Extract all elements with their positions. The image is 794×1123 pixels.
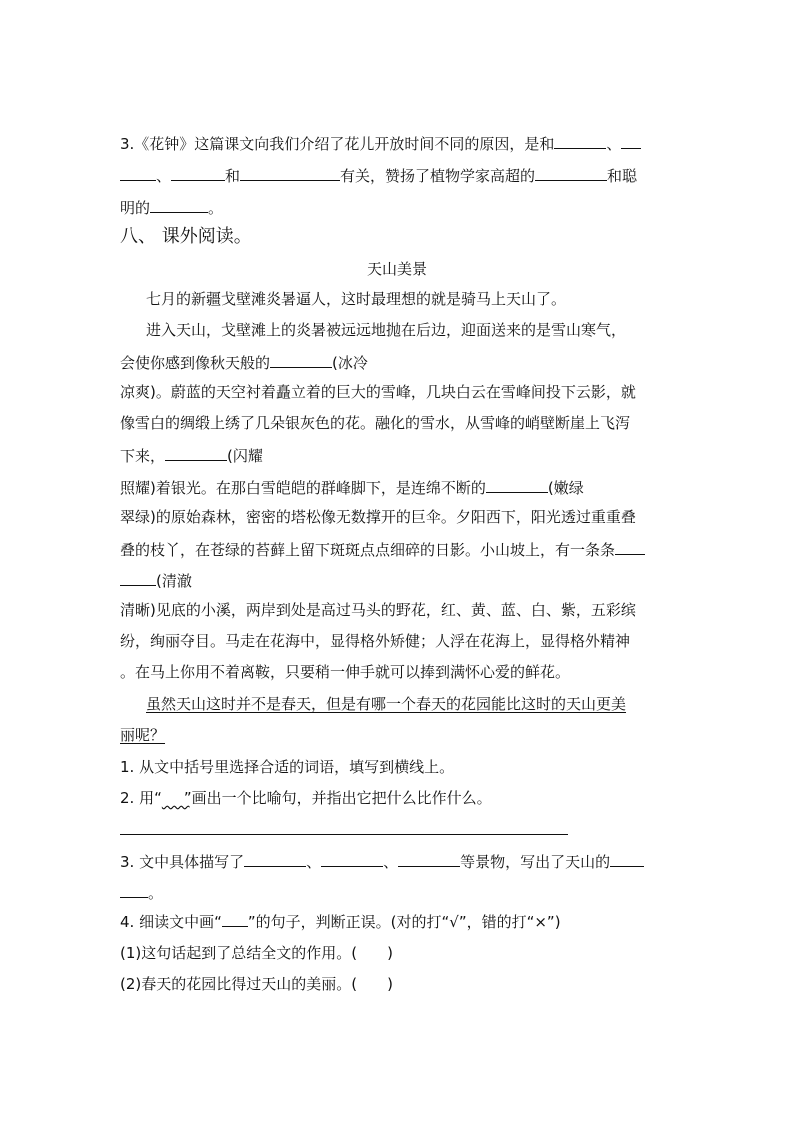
passage-p2-line5 <box>120 444 263 466</box>
answer-blank[interactable] <box>621 132 641 149</box>
question-2 <box>120 788 492 810</box>
q3-huazhong-line3 <box>120 196 223 218</box>
q4-prefix: 4. 细读文中画“ <box>120 913 222 931</box>
line-text: 照耀)着银光。在那白雪皑皑的群峰脚下，是连绵不断的 <box>120 479 486 497</box>
q4-suffix: ”的句子，判断正误。(对的打“√”，错的打“×”) <box>247 913 561 931</box>
underlined-sentence-line1: 虽然天山这时并不是春天，但是有哪一个春天的花园能比这时的天山更美 <box>146 695 627 713</box>
q2-prefix: 2. 用“ <box>120 789 162 807</box>
answer-line-q2[interactable] <box>120 834 568 835</box>
line-text: 下来， <box>120 447 166 465</box>
answer-blank[interactable] <box>398 850 460 867</box>
answer-blank[interactable] <box>615 538 645 555</box>
question-4 <box>120 912 561 932</box>
passage-p2-line3: 凉爽)。蔚蓝的天空衬着矗立着的巨大的雪峰，几块白云在雪峰间投下云影，就 <box>120 383 636 401</box>
wavy-line-mark <box>162 790 184 810</box>
q3-huazhong-line1 <box>120 132 641 154</box>
q3-end: 。 <box>148 884 164 902</box>
passage-p2-line2 <box>120 351 368 373</box>
answer-blank[interactable] <box>321 850 383 867</box>
word-choice: (清澈 <box>156 572 192 590</box>
answer-blank[interactable] <box>554 132 606 149</box>
line-text: 会使你感到像秋天般的 <box>120 354 271 372</box>
question-4-1: (1)这句话起到了总结全文的作用。( ) <box>120 944 393 962</box>
question-1: 1. 从文中括号里选择合适的词语，填写到横线上。 <box>120 758 455 776</box>
underlined-sentence-line2: 丽呢？ <box>120 726 166 744</box>
connector-text: 和 <box>225 167 241 185</box>
answer-blank[interactable] <box>535 164 607 181</box>
question-3 <box>120 850 644 872</box>
answer-blank[interactable] <box>120 164 156 181</box>
q3-line3-end: 。 <box>208 199 224 217</box>
q3-huazhong-line2 <box>120 164 637 186</box>
passage-p2-line8 <box>120 538 645 560</box>
passage-p2-line12: 。在马上你用不着离鞍，只要稍一伸手就可以捧到满怀心爱的鲜花。 <box>120 663 571 681</box>
answer-blank[interactable] <box>244 850 306 867</box>
passage-p2-line9 <box>120 569 192 591</box>
passage-p2-line7: 翠绿)的原始森林，密密的塔松像无数撑开的巨伞。夕阳西下，阳光透过重重叠 <box>120 508 636 526</box>
passage-p2-line11: 纷，绚丽夺目。马走在花海中，显得格外矫健；人浮在花海上，显得格外精神 <box>120 632 631 650</box>
line-text: 叠的枝丫，在苍绿的苔藓上留下斑斑点点细碎的日影。小山坡上，有一条条 <box>120 541 616 559</box>
word-choice: (冰冷 <box>332 354 368 372</box>
answer-blank[interactable] <box>240 164 340 181</box>
answer-blank[interactable] <box>165 444 227 461</box>
passage-p2-line1: 进入天山，戈壁滩上的炎暑被远远地抛在后边，迎面送来的是雪山寒气， <box>146 321 627 339</box>
passage-paragraph-1: 七月的新疆戈壁滩炎暑逼人，这时最理想的就是骑马上天山了。 <box>146 290 567 308</box>
passage-p2-line6 <box>120 476 584 498</box>
passage-p2-line4: 像雪白的绸缎上绣了几朵银灰色的花。融化的雪水，从雪峰的峭壁断崖上飞泻 <box>120 414 631 432</box>
separator: 、 <box>306 853 322 871</box>
answer-blank[interactable] <box>270 351 332 368</box>
passage-title: 天山美景 <box>366 260 427 278</box>
q3-prefix: 3. 文中具体描写了 <box>120 853 245 871</box>
word-choice: (嫩绿 <box>547 479 584 497</box>
separator: 、 <box>156 167 172 185</box>
word-choice: (闪耀 <box>227 447 263 465</box>
separator: 、 <box>383 853 399 871</box>
answer-blank[interactable] <box>610 850 644 867</box>
answer-blank[interactable] <box>120 569 156 586</box>
answer-blank[interactable] <box>120 881 148 898</box>
section-heading: 八、 课外阅读。 <box>120 226 252 247</box>
answer-blank[interactable] <box>150 196 208 213</box>
answer-blank[interactable] <box>171 164 225 181</box>
question-3-cont <box>120 881 163 903</box>
answer-blank[interactable] <box>486 476 548 493</box>
separator: 、 <box>606 135 622 153</box>
question-4-2: (2)春天的花园比得过天山的美丽。( ) <box>120 975 393 993</box>
q3-line1-text: 3.《花钟》这篇课文向我们介绍了花儿开放时间不同的原因，是和 <box>120 135 555 153</box>
straight-line-mark <box>222 914 248 927</box>
q2-suffix: ”画出一个比喻句，并指出它把什么比作什么。 <box>183 789 492 807</box>
q3-mid: 等景物，写出了天山的 <box>460 853 611 871</box>
q3-line2-text: 有关，赞扬了植物学家高超的 <box>340 167 536 185</box>
passage-p2-line10: 清晰)见底的小溪，两岸到处是高过马头的野花，红、黄、蓝、白、紫，五彩缤 <box>120 601 636 619</box>
q3-line3-text: 明的 <box>120 199 151 217</box>
q3-line2-end: 和聪 <box>607 167 638 185</box>
